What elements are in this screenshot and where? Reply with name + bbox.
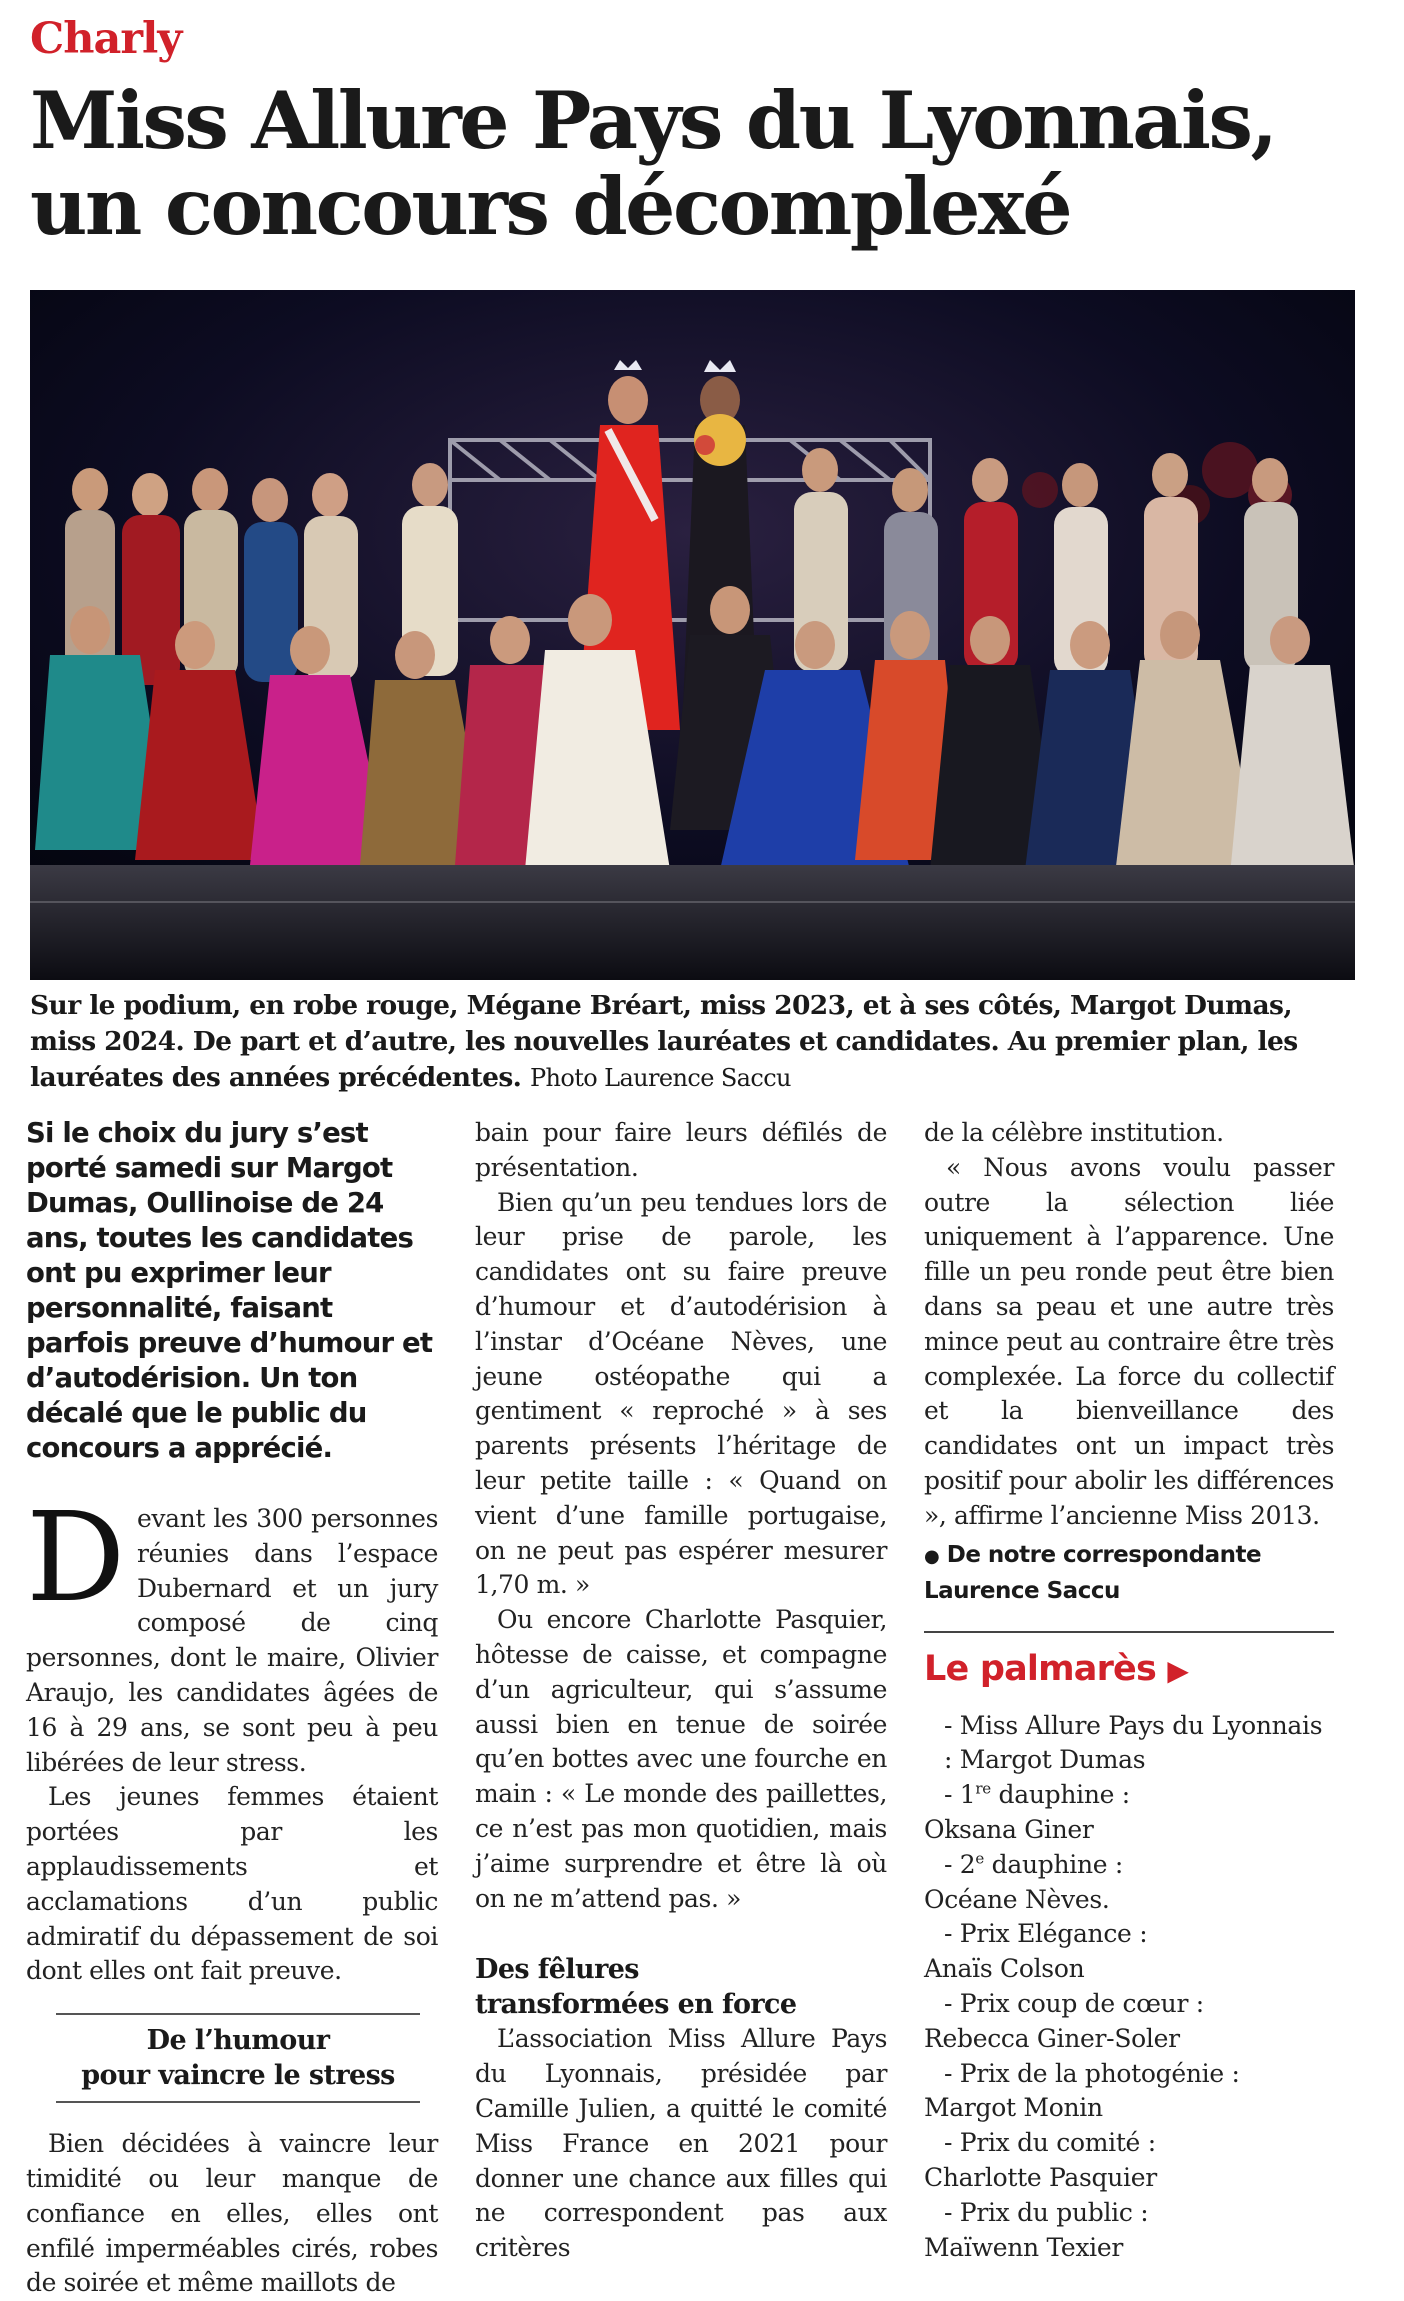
arrow-right-icon: ▶: [1167, 1653, 1189, 1687]
palmares-prix-public: - Prix du public :: [944, 2197, 1149, 2227]
intertitle-1: [56, 2013, 420, 2103]
pageant-stage-photo: [30, 290, 1355, 980]
paragraph-3-end: bain pour faire leurs défilés de présentation.: [475, 1118, 887, 1182]
palmares-prix-elegance-name: Anaïs Colson: [924, 1954, 1085, 1984]
author-signature: [924, 1538, 1334, 1609]
palmares-prix-public-name: Maïwenn Texier: [924, 2232, 1124, 2262]
bullet-icon: ●: [924, 1545, 940, 1567]
palmares-list: [924, 1709, 1334, 2266]
paragraph-5: Ou encore Charlotte Pasquier, hôtesse de caisse, et compagne d’un agriculteur, qui s’assume aussi bien en tenue de soirée qu’en bottes avec une fourche en main : « Le monde des paillettes, ce n’est pas mon quotidien, mais j’aime surprendre et être là où on ne m’attend pas. »: [475, 1605, 887, 1913]
intertitle-2-line-2: transformées en force: [475, 1989, 797, 2021]
paragraph-7: « Nous avons voulu passer outre la sélection liée uniquement à l’apparence. Une fille un peu ronde peut être bien dans sa peau et une autre très mince peut au contraire être très complexée. La force du collectif et la bienveillance des candidates ont un impact très positif pour abolir les différences », affirme l’ancienne Miss 2013.: [924, 1152, 1334, 1530]
drop-cap: D: [26, 1486, 126, 1630]
signature-line-1: De notre correspondante: [946, 1541, 1262, 1568]
palmares-title-text: Le palmarès: [924, 1648, 1157, 1689]
intertitle-2: [475, 1952, 887, 2022]
palmares-prix-coeur-name: Rebecca Giner-Soler: [924, 2023, 1180, 2053]
paragraph-2: Les jeunes femmes étaient portées par les applaudissements et acclamations d’un public admiratif du dépassement de soi dont elles ont fait preuve.: [26, 1782, 438, 1986]
palmares-miss: - Miss Allure Pays du Lyonnais : Margot Dumas: [944, 1710, 1323, 1775]
palmares-divider: [924, 1631, 1334, 1633]
palmares-dauphine-1: - 1re dauphine :: [944, 1779, 1130, 1810]
article-column-2: [475, 1116, 887, 2266]
palmares-prix-comite-name: Charlotte Pasquier: [924, 2162, 1157, 2192]
palmares-prix-photo-name: Margot Monin: [924, 2093, 1103, 2123]
headline-line-1: Miss Allure Pays du Lyonnais,: [30, 74, 1276, 167]
paragraph-4: Bien qu’un peu tendues lors de leur prise de parole, les candidates ont su faire preuve d’humour et d’autodérision à l’instar d’Océane Nèves, une jeune ostéopathe qui a gentiment « reproché » à ses parents présents l’héritage de leur petite taille : « Quand on vient d’une famille portugaise, on ne peut pas espérer mesurer 1,70 m. »: [475, 1187, 887, 1600]
intertitle-2-line-1: Des fêlures: [475, 1954, 639, 1986]
palmares-dauphine-1-name: Oksana Giner: [924, 1814, 1094, 1844]
caption-text: Sur le podium, en robe rouge, Mégane Bréart, miss 2023, et à ses côtés, Margot Dumas, miss 2024. De part et d’autre, les nouvelles lauréates et candidates. Au premier plan, les lauréates des années précédentes.: [30, 990, 1298, 1093]
headline-line-2: un concours décomplexé: [30, 160, 1071, 253]
palmares-dauphine-2-name: Océane Nèves.: [924, 1884, 1110, 1914]
palmares-prix-comite: - Prix du comité :: [944, 2128, 1156, 2158]
intertitle-1-line-2: pour vaincre le stress: [81, 2060, 395, 2092]
palmares-prix-elegance: - Prix Elégance :: [944, 1919, 1148, 1949]
paragraph-1-text: evant les 300 personnes réunies dans l’espace Dubernard et un jury composé de cinq personnes, dont le maire, Olivier Araujo, les candidates âgées de 16 à 29 ans, se sont peu à peu libérées de leur stress.: [26, 1504, 438, 1777]
palmares-dauphine-2: - 2e dauphine :: [944, 1849, 1124, 1879]
article-column-1: [26, 1116, 438, 2301]
photo-credit: Photo Laurence Saccu: [529, 1064, 791, 1092]
paragraph-1: [26, 1486, 438, 1780]
section-kicker: Charly: [30, 14, 182, 64]
headline: [30, 74, 1330, 253]
paragraph-6-start: L’association Miss Allure Pays du Lyonnais, présidée par Camille Julien, a quitté le comité Miss France en 2021 pour donner une chance aux filles qui ne correspondent pas aux critères: [475, 2024, 887, 2263]
article-lead: Si le choix du jury s’est porté samedi sur Margot Dumas, Oullinoise de 24 ans, toutes les candidates ont pu exprimer leur personnalité, faisant parfois preuve d’humour et d’autodérision. Un ton décalé que le public du concours a apprécié.: [26, 1117, 433, 1464]
paragraph-6-end: de la célèbre institution.: [924, 1118, 1224, 1147]
paragraph-3-start: Bien décidées à vaincre leur timidité ou leur manque de confiance en elles, elles ont enfilé imperméables cirés, robes de soirée et même maillots de: [26, 2129, 438, 2298]
article-column-3: [924, 1116, 1334, 2265]
intertitle-1-line-1: De l’humour: [146, 2025, 330, 2057]
palmares-title: [924, 1645, 1334, 1695]
palmares-prix-coeur: - Prix coup de cœur :: [944, 1988, 1204, 2018]
palmares-prix-photo: - Prix de la photogénie :: [944, 2058, 1240, 2088]
signature-line-2: Laurence Saccu: [924, 1577, 1120, 1604]
photo-caption: [30, 988, 1355, 1096]
photo-illustration: [30, 290, 1355, 980]
